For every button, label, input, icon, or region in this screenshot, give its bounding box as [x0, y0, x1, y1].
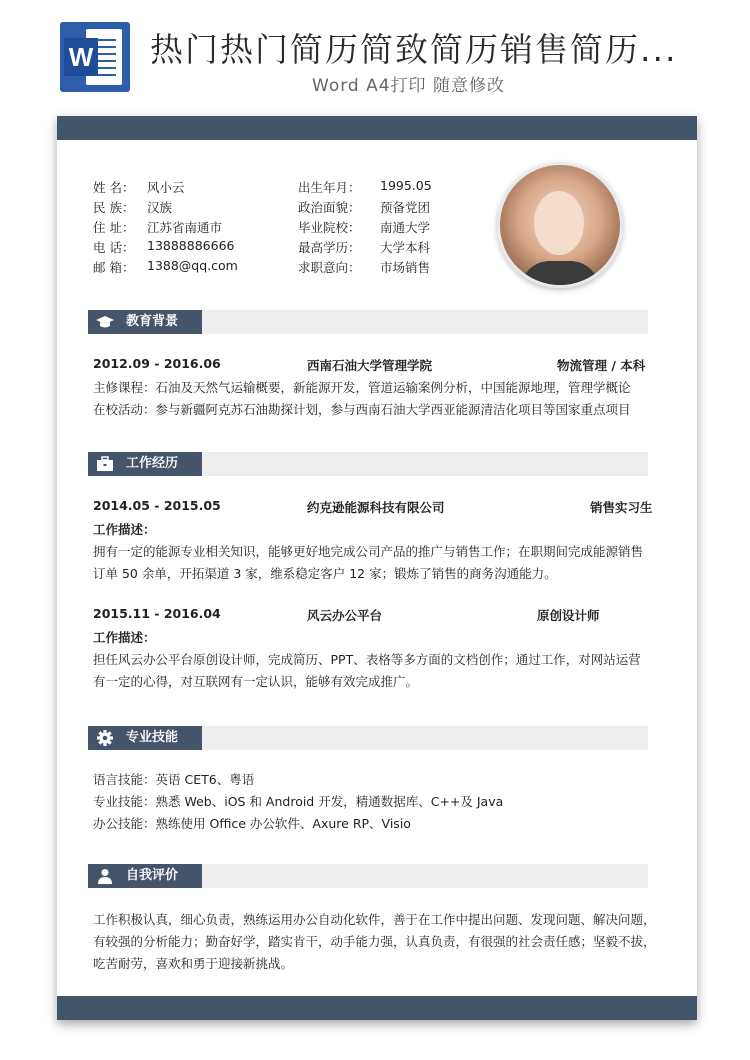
job-desc-label: 工作描述：: [93, 522, 156, 537]
word-document-icon: [60, 22, 130, 92]
self-eval-line: 工作积极认真，细心负责，熟练运用办公自动化软件，善于在工作中提出问题、发现问题、解决问题，: [93, 912, 656, 927]
top-band: [57, 116, 697, 140]
profile-photo: [497, 162, 623, 288]
job-date: 2014.05 - 2015.05: [93, 498, 221, 513]
job-date: 2015.11 - 2016.04: [93, 606, 221, 621]
job-desc-line: 拥有一定的能源专业相关知识，能够更好地完成公司产品的推广与销售工作；在职期间完成能源销售: [93, 544, 644, 559]
bottom-band: [57, 996, 697, 1020]
section-header-self-eval: [88, 864, 648, 888]
job-company: 风云办公平台: [307, 608, 383, 623]
skill-line: 办公技能：熟练使用 Office 办公软件、Axure RP、Visio: [93, 816, 411, 831]
graduation-cap-icon: [96, 314, 114, 330]
document-header: [0, 0, 750, 110]
section-title: 自我评价: [126, 868, 179, 883]
education-courses: 主修课程：石油及天然气运输概要，新能源开发，管道运输案例分析，中国能源地理，管理学概论: [93, 380, 631, 395]
word-icon-letter: W: [64, 38, 98, 76]
self-eval-line: 吃苦耐劳，喜欢和勇于迎接新挑战。: [93, 956, 294, 971]
document-subtitle: Word A4打印 随意修改: [312, 76, 505, 96]
section-title: 教育背景: [126, 314, 179, 329]
briefcase-icon: [96, 456, 114, 472]
document-title: 热门热门简历简致简历销售简历...: [150, 30, 678, 69]
job-desc-line: 有一定的心得，对互联网有一定认识，能够有效完成推广。: [93, 674, 419, 689]
education-date: 2012.09 - 2016.06: [93, 356, 221, 371]
job-role: 销售实习生: [590, 500, 653, 515]
section-header-work: [88, 452, 648, 476]
education-activities: 在校活动：参与新疆阿克苏石油勘探计划，参与西南石油大学西亚能源清洁化项目等国家重点项目: [93, 402, 631, 417]
job-role: 原创设计师: [537, 608, 600, 623]
education-school: 西南石油大学管理学院: [307, 358, 433, 373]
resume-page: 姓 名： 风小云 民 族： 汉族 住 址： 江苏省南通市 电 话： 13888886666 邮 箱： 1388@qq.com 出生年月： 1995.05 政治面貌： 预备党团 毕业院校： 南通大学 最高学历： 大学本科 求职意向： 市场销售 教育背景 2012.09 - 2016.06 西南石油大学管理学院 物流管理 / 本科 主修课程：石油及天然气运输概要，新能源开发，管道运输案例分析，中国能源地理，管理学概论 在校活动：参与新疆阿克苏石油勘探计划，参与西南石油大学西亚能源清洁化项目等国家重点项目 工作经历 2014.05 - 2015.05 约克逊能源科技有限公司 销售实习生 工作描述： 拥有一定的能源专业相关知识，能够更好地完成公司产品的推广与销售工作；在职期间完成能源销售 订单 50 余单，开拓渠道 3 家，维系稳定客户 12 家；锻炼了销售的商务沟通能力。 2015.11 - 2016.04 风云办公平台 原创设计师 工作描述： 担任风云办公平台原创设计师，完成简历、PPT、表格等多方面的文档创作；通过工作，对网站运营 有一定的心得，对互联网有一定认识，能够有效完成推广。 专业技能 语言技能：英语 CET6、粤语 专业技能：熟悉 Web、iOS 和 Android 开发，精通数据库、C++及 Java 办公技能：熟练使用 Office 办公软件、Axure RP、Visio 自我评价 工作积极认真，细心负责，熟练运用办公自动化软件，善于在工作中提出问题、发现问题、解决问题， 有较强的分析能力；勤奋好学，踏实肯干，动手能力强，认真负责，有很强的社会责任感；坚毅不拔， 吃苦耐劳，喜欢和勇于迎接新挑战。: [57, 116, 697, 1020]
self-eval-line: 有较强的分析能力；勤奋好学，踏实肯干，动手能力强，认真负责，有很强的社会责任感；坚毅不拔，: [93, 934, 656, 949]
skill-line: 语言技能：英语 CET6、粤语: [93, 772, 255, 787]
job-desc-label: 工作描述：: [93, 630, 156, 645]
skill-line: 专业技能：熟悉 Web、iOS 和 Android 开发，精通数据库、C++及 Java: [93, 794, 504, 809]
education-major: 物流管理 / 本科: [557, 358, 646, 373]
gear-icon: [96, 730, 114, 746]
section-header-education: [88, 310, 648, 334]
section-title: 专业技能: [126, 730, 179, 745]
job-company: 约克逊能源科技有限公司: [307, 500, 445, 515]
section-header-skills: [88, 726, 648, 750]
job-desc-line: 担任风云办公平台原创设计师，完成简历、PPT、表格等多方面的文档创作；通过工作，对网站运营: [93, 652, 641, 667]
section-title: 工作经历: [126, 456, 179, 471]
job-desc-line: 订单 50 余单，开拓渠道 3 家，维系稳定客户 12 家；锻炼了销售的商务沟通能力。: [93, 566, 557, 581]
person-icon: [96, 868, 114, 884]
